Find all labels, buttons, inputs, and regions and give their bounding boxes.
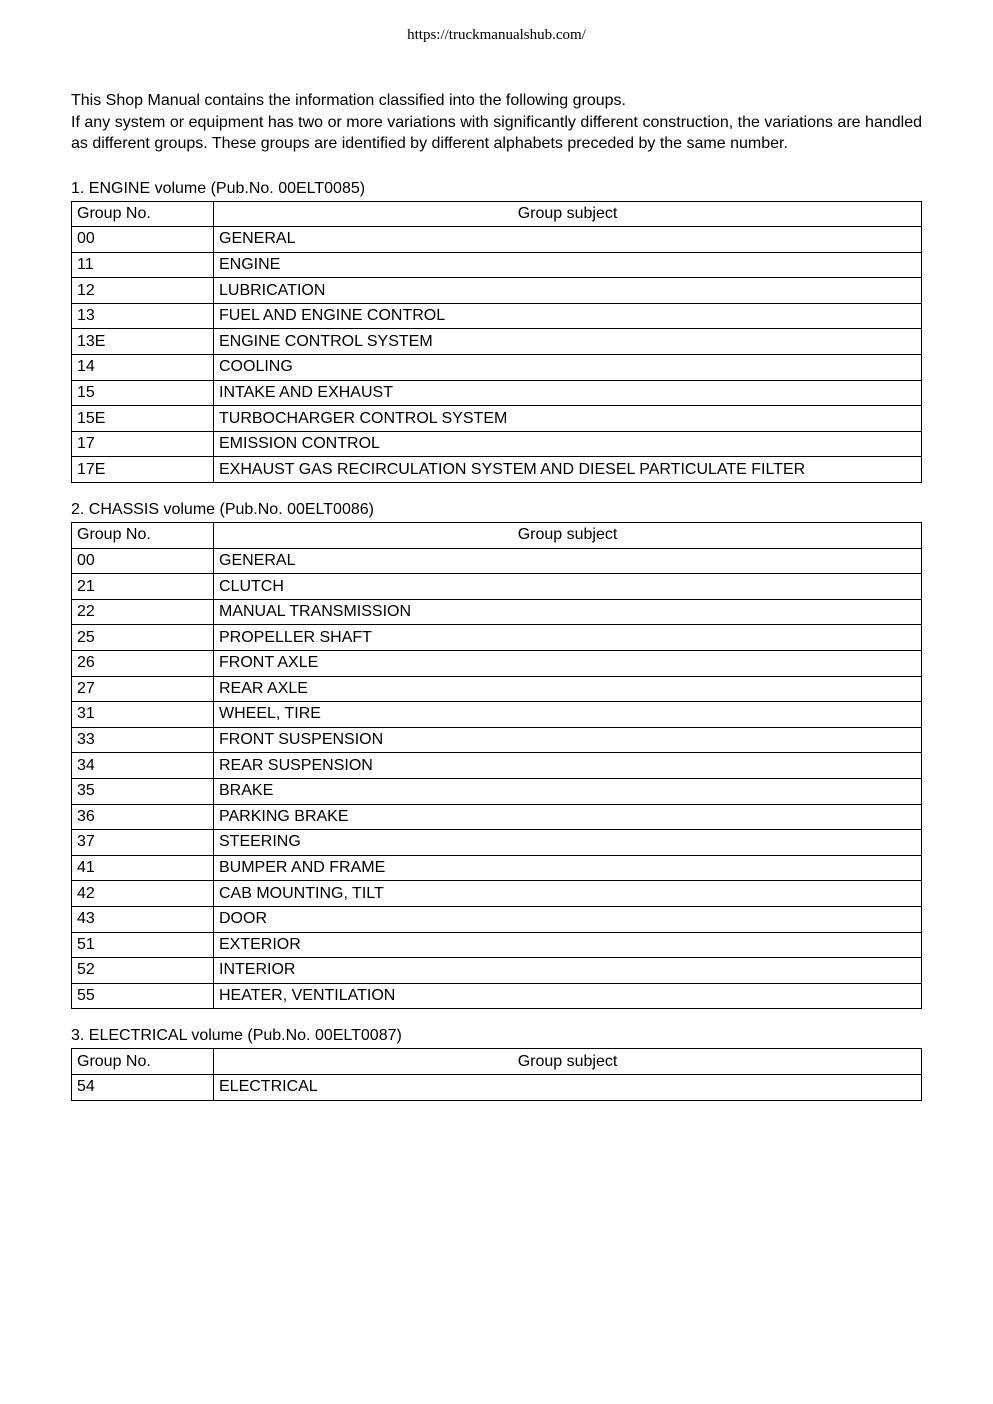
table-header-row [72,201,922,227]
group-no-cell: 17 [72,431,214,457]
table-row [72,932,922,958]
group-subject-cell: BRAKE [214,778,922,804]
group-no-cell: 15E [72,406,214,432]
group-table [71,1048,922,1100]
group-subject-cell: CLUTCH [214,574,922,600]
table-row [72,881,922,907]
volume-chassis [71,499,922,1009]
table-row [72,329,922,355]
table-row [72,278,922,304]
group-subject-cell: PROPELLER SHAFT [214,625,922,651]
table-row [72,574,922,600]
group-subject-cell: HEATER, VENTILATION [214,983,922,1009]
group-no-cell: 27 [72,676,214,702]
group-no-cell: 36 [72,804,214,830]
table-header-row [72,1049,922,1075]
group-no-cell: 41 [72,855,214,881]
table-row [72,599,922,625]
table-row [72,457,922,483]
group-subject-cell: ENGINE [214,252,922,278]
table-row [72,958,922,984]
group-no-cell: 12 [72,278,214,304]
group-subject-cell: EMISSION CONTROL [214,431,922,457]
table-row [72,252,922,278]
volume-heading: 2. CHASSIS volume (Pub.No. 00ELT0086) [71,501,374,519]
table-row [72,548,922,574]
group-no-cell: 00 [72,227,214,253]
volume-heading: 1. ENGINE volume (Pub.No. 00ELT0085) [71,179,366,197]
group-no-cell: 17E [72,457,214,483]
group-no-cell: 11 [72,252,214,278]
group-subject-cell: DOOR [214,906,922,932]
group-subject-cell: EXTERIOR [214,932,922,958]
group-subject-cell: STEERING [214,830,922,856]
group-subject-cell: FRONT SUSPENSION [214,727,922,753]
col-header-group-no: Group No. [72,201,214,227]
group-subject-cell: EXHAUST GAS RECIRCULATION SYSTEM AND DIESEL PARTICULATE FILTER [214,457,922,483]
group-no-cell: 21 [72,574,214,600]
group-no-cell: 34 [72,753,214,779]
group-no-cell: 15 [72,380,214,406]
col-header-group-subject: Group subject [214,201,922,227]
group-subject-cell: BUMPER AND FRAME [214,855,922,881]
col-header-group-no: Group No. [72,523,214,549]
table-row [72,753,922,779]
table-row [72,778,922,804]
group-no-cell: 35 [72,778,214,804]
table-row [72,625,922,651]
table-row [72,727,922,753]
group-no-cell: 13E [72,329,214,355]
group-no-cell: 14 [72,355,214,381]
group-table [71,201,922,484]
intro [71,90,922,155]
intro-line-1: This Shop Manual contains the information classified into the following groups. [71,92,626,109]
group-no-cell: 51 [72,932,214,958]
col-header-group-no: Group No. [72,1049,214,1075]
group-no-cell: 33 [72,727,214,753]
table-row [72,227,922,253]
group-subject-cell: FRONT AXLE [214,651,922,677]
group-no-cell: 54 [72,1074,214,1100]
group-no-cell: 52 [72,958,214,984]
table-row [72,431,922,457]
group-no-cell: 26 [72,651,214,677]
group-subject-cell: ELECTRICAL [214,1074,922,1100]
group-no-cell: 55 [72,983,214,1009]
table-row [72,380,922,406]
group-no-cell: 43 [72,906,214,932]
col-header-group-subject: Group subject [214,523,922,549]
volume-engine [71,178,922,484]
table-header-row [72,523,922,549]
group-no-cell: 00 [72,548,214,574]
table-row [72,676,922,702]
group-subject-cell: GENERAL [214,227,922,253]
col-header-group-subject: Group subject [214,1049,922,1075]
table-row [72,355,922,381]
group-subject-cell: COOLING [214,355,922,381]
volume-heading: 3. ELECTRICAL volume (Pub.No. 00ELT0087) [71,1027,402,1045]
group-subject-cell: REAR AXLE [214,676,922,702]
header-url[interactable]: https://truckmanualshub.com/ [407,27,586,43]
group-no-cell: 13 [72,303,214,329]
group-subject-cell: MANUAL TRANSMISSION [214,599,922,625]
table-row [72,855,922,881]
group-subject-cell: REAR SUSPENSION [214,753,922,779]
group-subject-cell: GENERAL [214,548,922,574]
table-row [72,1074,922,1100]
manual-content [71,90,922,1101]
group-no-cell: 22 [72,599,214,625]
group-subject-cell: WHEEL, TIRE [214,702,922,728]
volume-electrical [71,1025,922,1100]
table-row [72,983,922,1009]
table-row [72,651,922,677]
group-subject-cell: ENGINE CONTROL SYSTEM [214,329,922,355]
table-row [72,830,922,856]
group-no-cell: 25 [72,625,214,651]
group-subject-cell: TURBOCHARGER CONTROL SYSTEM [214,406,922,432]
table-row [72,406,922,432]
group-subject-cell: LUBRICATION [214,278,922,304]
group-subject-cell: INTAKE AND EXHAUST [214,380,922,406]
group-subject-cell: CAB MOUNTING, TILT [214,881,922,907]
intro-line-2: If any system or equipment has two or more variations with significantly different construction, the variations are handled as different groups. These groups are identified by different alphabets preceded by the same number. [71,113,922,152]
table-row [72,906,922,932]
group-no-cell: 42 [72,881,214,907]
group-no-cell: 37 [72,830,214,856]
group-subject-cell: INTERIOR [214,958,922,984]
group-subject-cell: PARKING BRAKE [214,804,922,830]
group-table [71,522,922,1009]
group-subject-cell: FUEL AND ENGINE CONTROL [214,303,922,329]
table-row [72,804,922,830]
table-row [72,702,922,728]
table-row [72,303,922,329]
group-no-cell: 31 [72,702,214,728]
